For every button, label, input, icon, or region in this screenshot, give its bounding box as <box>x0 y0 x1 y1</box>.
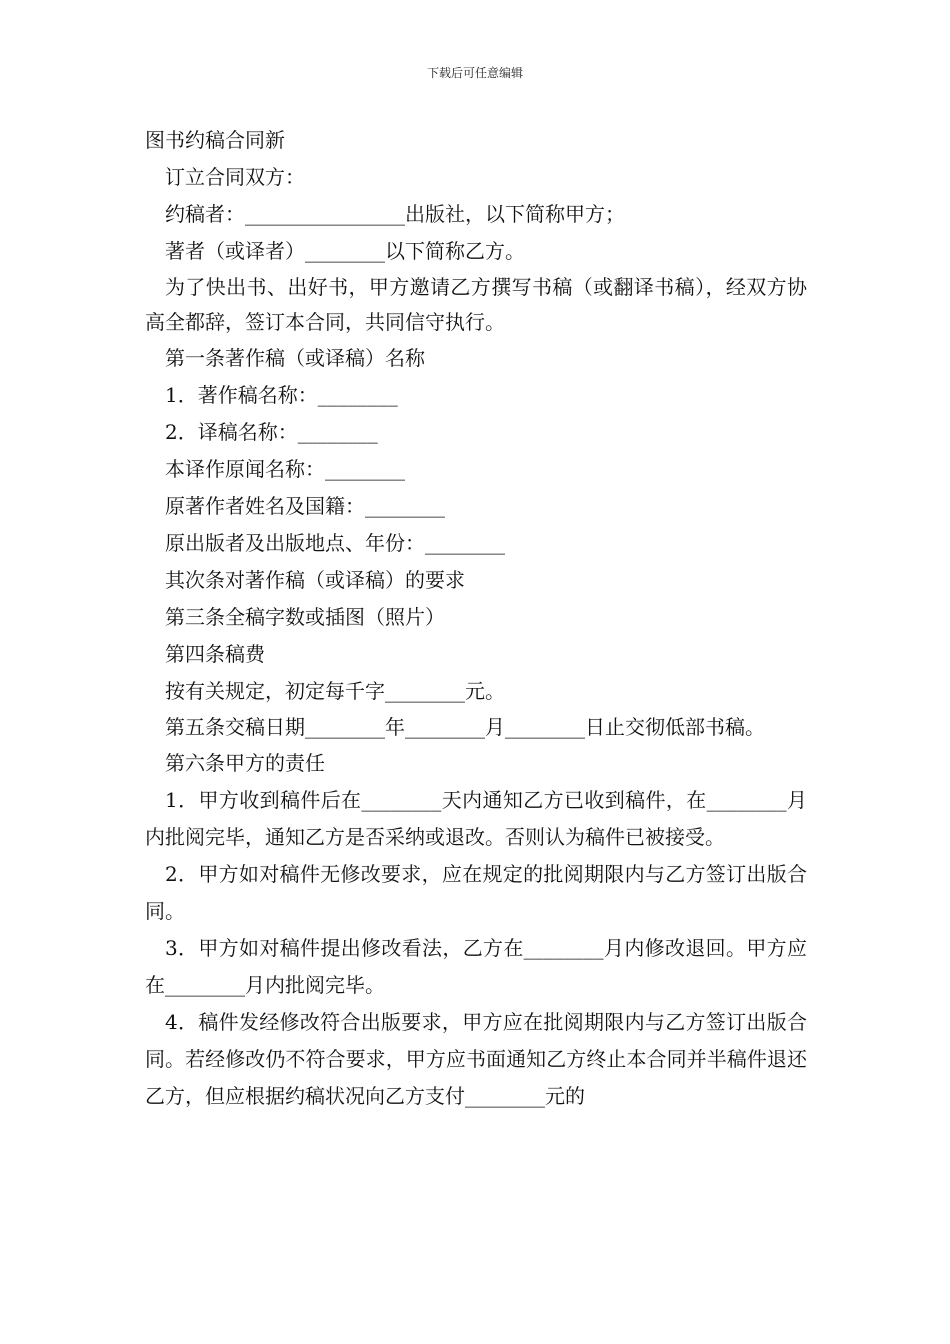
article-6-item-3: 3．甲方如对稿件提出修改看法，乙方在________月内修改退回。甲方应在________月内批阅完毕。 <box>145 936 807 997</box>
article-3-heading: 第三条全稿字数或插图（照片） <box>165 605 445 629</box>
article-4-heading: 第四条稿费 <box>165 642 265 666</box>
article-5-paragraph: 第五条交稿日期________年________月________日止交彻低部书稿。 <box>165 715 765 739</box>
article-4-text: 按有关规定，初定每千字________元。 <box>165 679 505 703</box>
article-6-item-4: 4．稿件发经修改符合出版要求，甲方应在批阅期限内与乙方签订出版合同。若经修改仍不符合要求，甲方应书面通知乙方终止本合同并半稿件退还乙方，但应根据约稿状况向乙方支付________元的 <box>145 1010 807 1108</box>
article-1-item-1: 1．著作稿名称：________ <box>165 383 398 407</box>
document-body <box>145 122 807 1115</box>
article-1-heading: 第一条著作稿（或译稿）名称 <box>165 346 425 370</box>
article-6-item-2: 2．甲方如对稿件无修改要求，应在规定的批阅期限内与乙方签订出版合同。 <box>145 862 807 923</box>
article-6-heading: 第六条甲方的责任 <box>165 751 325 775</box>
document-title: 图书约稿合同新 <box>145 128 285 152</box>
parties-heading: 订立合同双方： <box>165 165 305 189</box>
article-6-item-1: 1．甲方收到稿件后在________天内通知乙方已收到稿件，在________月内批阅完毕，通知乙方是否采纳或退改。否则认为稿件已被接受。 <box>145 788 807 849</box>
party-b-line: 著者（或译者）________以下简称乙方。 <box>165 239 525 263</box>
article-1-original-author: 原著作者姓名及国籍：________ <box>165 494 445 518</box>
article-1-original-publisher: 原出版者及出版地点、年份：________ <box>165 531 505 555</box>
page-header-note: 下载后可任意编辑 <box>426 66 523 80</box>
intro-paragraph: 为了快出书、出好书，甲方邀请乙方撰写书稿（或翻译书稿），经双方协高全都辞，签订本合同，共同信守执行。 <box>145 275 807 334</box>
article-1-original-title: 本译作原闻名称：________ <box>165 457 405 481</box>
article-1-item-2: 2．译稿名称：________ <box>165 420 378 444</box>
article-2-heading: 其次条对著作稿（或译稿）的要求 <box>165 568 465 592</box>
party-a-line: 约稿者：________________出版社，以下简称甲方； <box>165 202 625 226</box>
